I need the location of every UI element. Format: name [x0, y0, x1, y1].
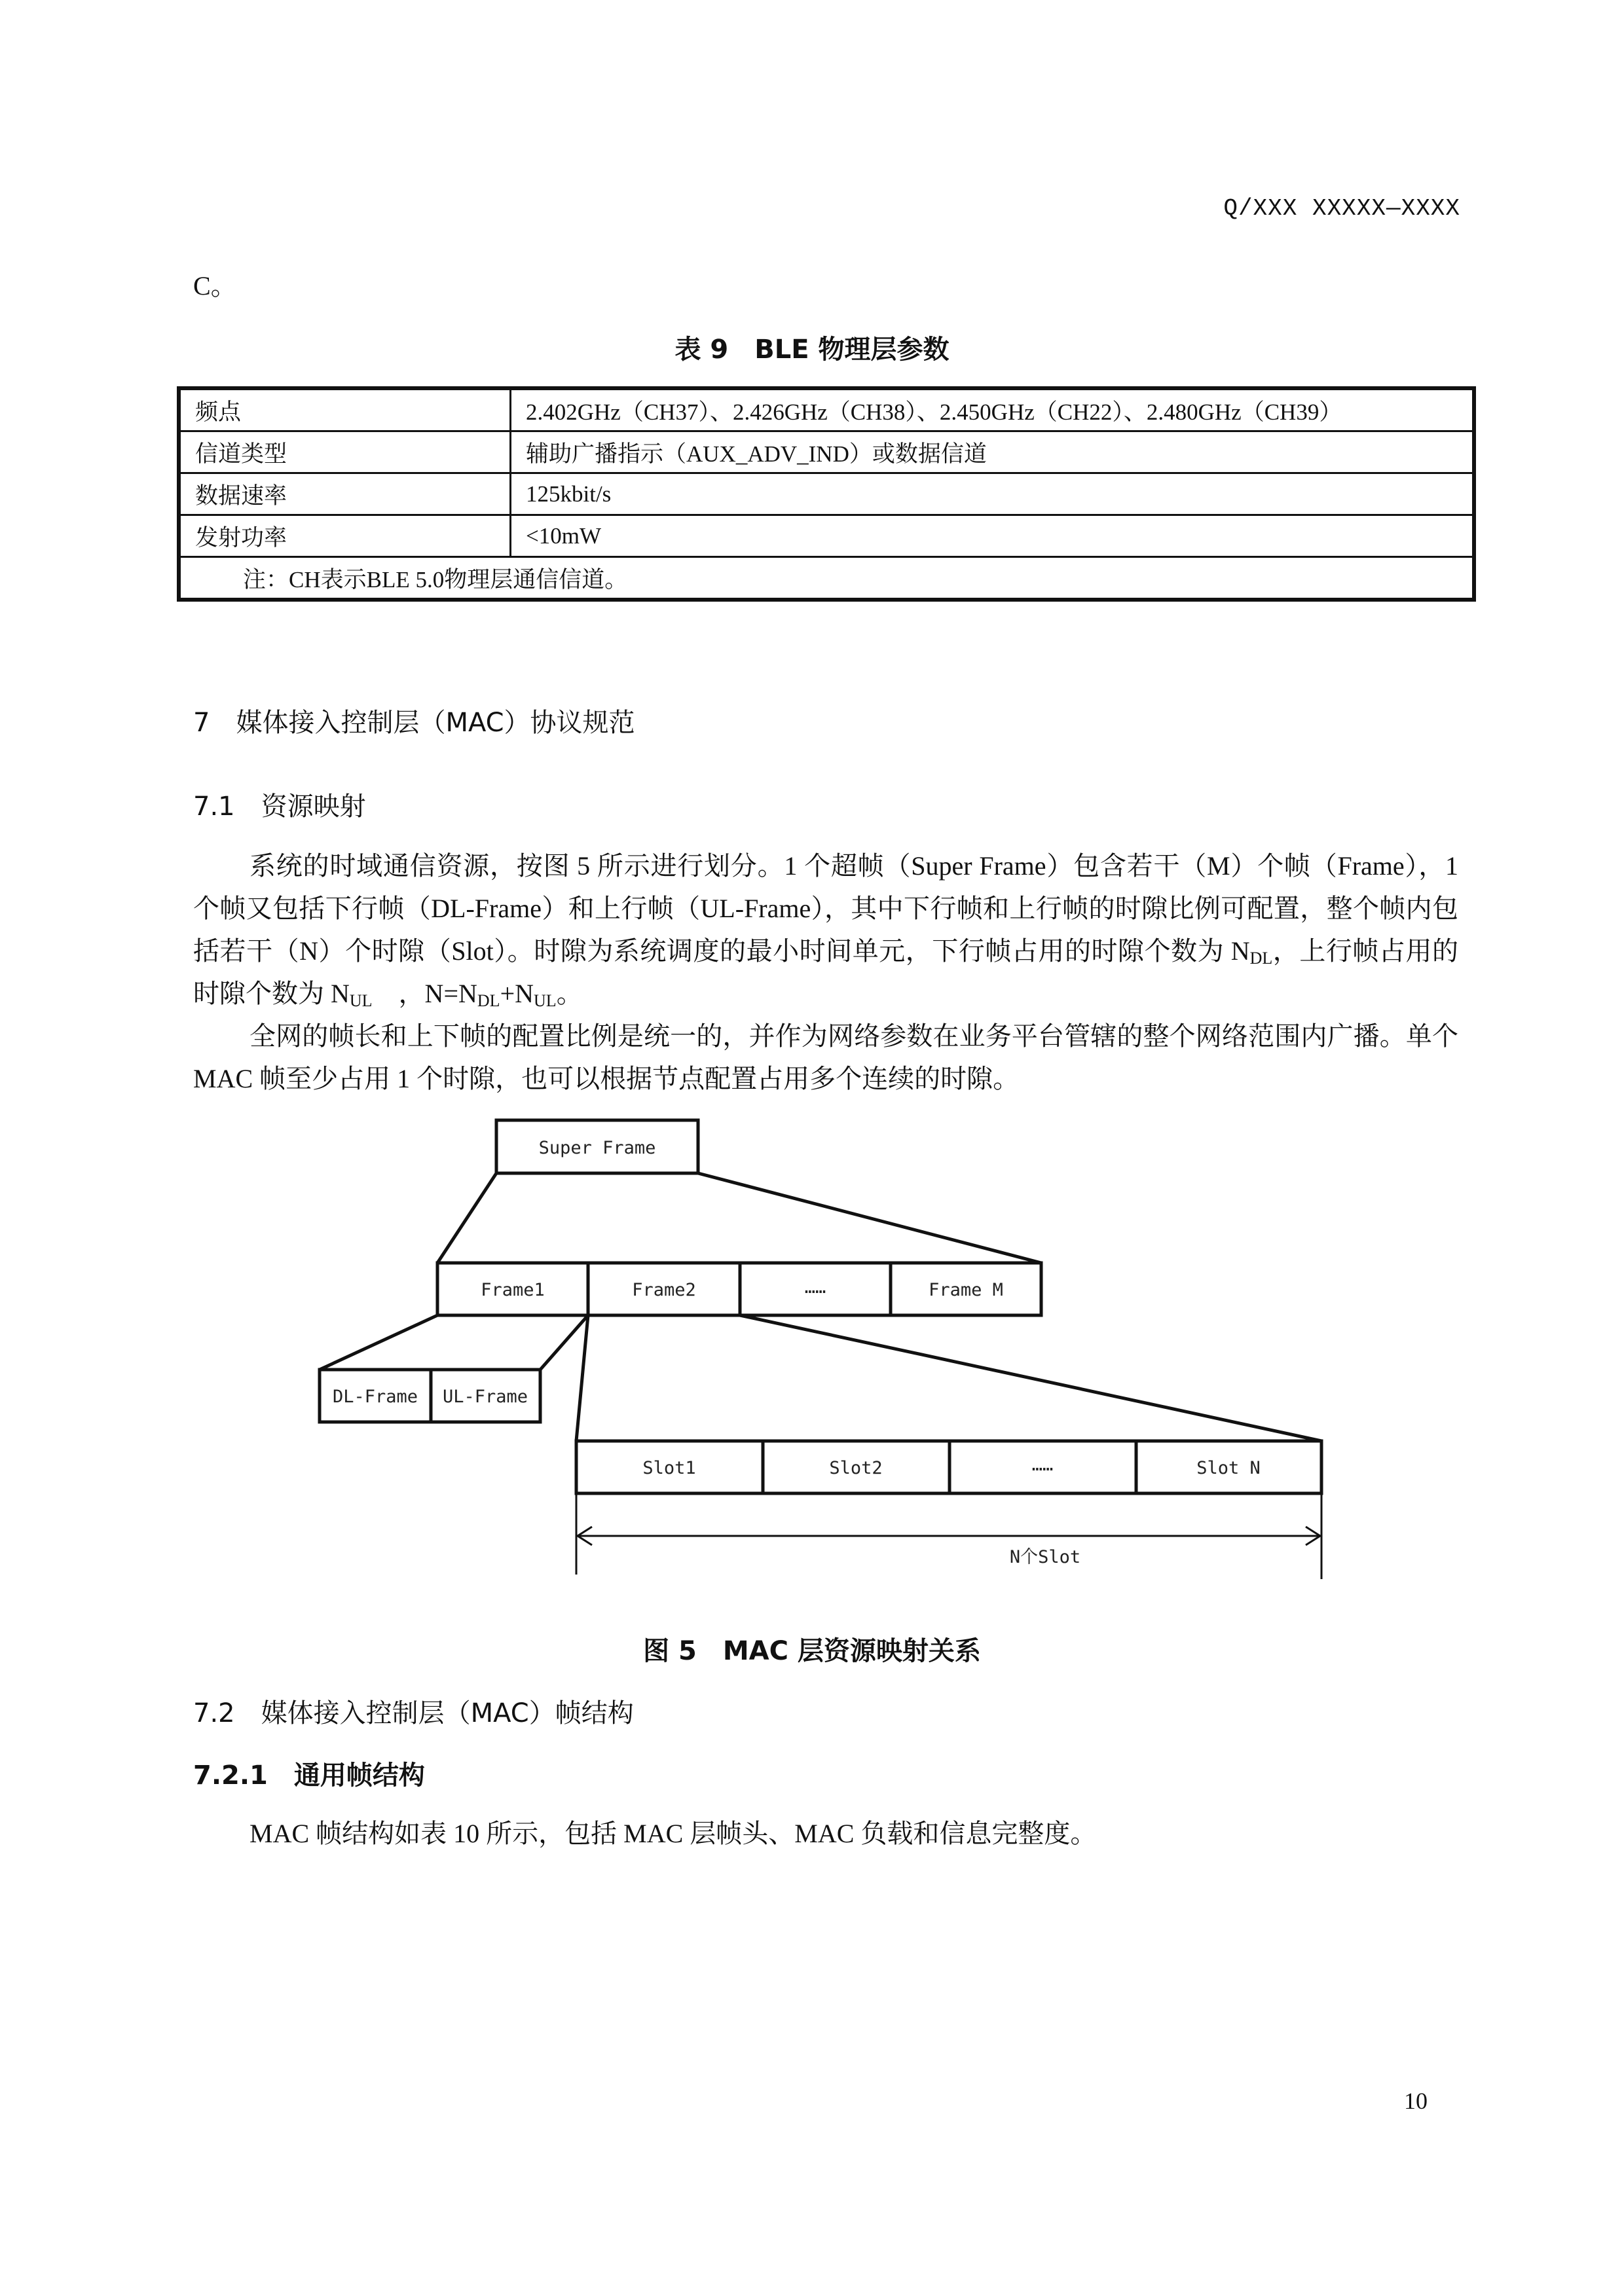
document-code: Q/XXX XXXXX—XXXX	[1223, 195, 1460, 222]
slot-span-label: N个Slot	[1009, 1547, 1081, 1567]
slot-label: Slot1	[642, 1458, 696, 1478]
table-value-cell: 2.402GHz（CH37）、2.426GHz（CH38）、2.450GHz（CH22）、2.480GHz（CH39）	[511, 388, 1475, 431]
table-value-cell: <10mW	[511, 515, 1475, 557]
frame-label: Frame M	[929, 1280, 1003, 1300]
frame-label: Frame2	[632, 1280, 696, 1300]
dl-frame-label: DL-Frame	[332, 1387, 418, 1407]
section-heading-7-2: 7.2 媒体接入控制层（MAC）帧结构	[193, 1698, 634, 1728]
section-heading-7-2-1: 7.2.1 通用帧结构	[193, 1760, 425, 1791]
frame-ellipsis: ……	[804, 1277, 826, 1298]
table-key-cell: 发射功率	[179, 515, 511, 557]
paragraph: 系统的时域通信资源，按图 5 所示进行划分。1 个超帧（Super Frame）包含若干（M）个帧（Frame），1 个帧又包括下行帧（DL-Frame）和上行帧（UL-Frame），其中下行帧和上行帧的时隙比例可配置，整个帧内包括若干（N）个时隙（Slot）。时隙为系统调度的最小时间单元，下行帧占用的时隙个数为 $N_{DL}$，上行帧占用的时隙个数为 $N_{UL}$ ，$N=N_{DL}+N_{UL}$。	[193, 851, 1459, 1010]
table-value-cell: 辅助广播指示（AUX_ADV_IND）或数据信道	[511, 431, 1475, 473]
frame-label: Frame1	[481, 1280, 545, 1300]
section-heading-7-1: 7.1 资源映射	[193, 792, 366, 822]
paragraph: MAC 帧结构如表 10 所示，包括 MAC 层帧头、MAC 负载和信息完整度。	[249, 1819, 1097, 1848]
continuation-text: C。	[193, 271, 237, 301]
page-number: 10	[1404, 2088, 1428, 2114]
ul-frame-label: UL-Frame	[442, 1387, 528, 1407]
figure-caption: 图 5 MAC 层资源映射关系	[643, 1636, 981, 1666]
slot-label: Slot N	[1196, 1458, 1261, 1478]
slot-ellipsis: ……	[1031, 1455, 1054, 1475]
paragraph: 全网的帧长和上下帧的配置比例是统一的，并作为网络参数在业务平台管辖的整个网络范围内广播。单个 MAC 帧至少占用 1 个时隙，也可以根据节点配置占用多个连续的时隙。	[193, 1021, 1458, 1093]
table-key-cell: 数据速率	[179, 473, 511, 515]
section-7-2-1-body	[193, 1812, 1458, 1855]
slot-label: Slot2	[829, 1458, 883, 1478]
table-key-cell: 频点	[179, 388, 511, 431]
table-caption: 表 9 BLE 物理层参数	[674, 335, 950, 365]
table-key-cell: 信道类型	[179, 431, 511, 473]
section-heading-7: 7 媒体接入控制层（MAC）协议规范	[193, 708, 635, 738]
table-value-cell: 125kbit/s	[511, 473, 1475, 515]
super-frame-label: Super Frame	[538, 1138, 656, 1158]
table-note: 注：CH表示BLE 5.0物理层通信信道。	[179, 557, 1474, 600]
